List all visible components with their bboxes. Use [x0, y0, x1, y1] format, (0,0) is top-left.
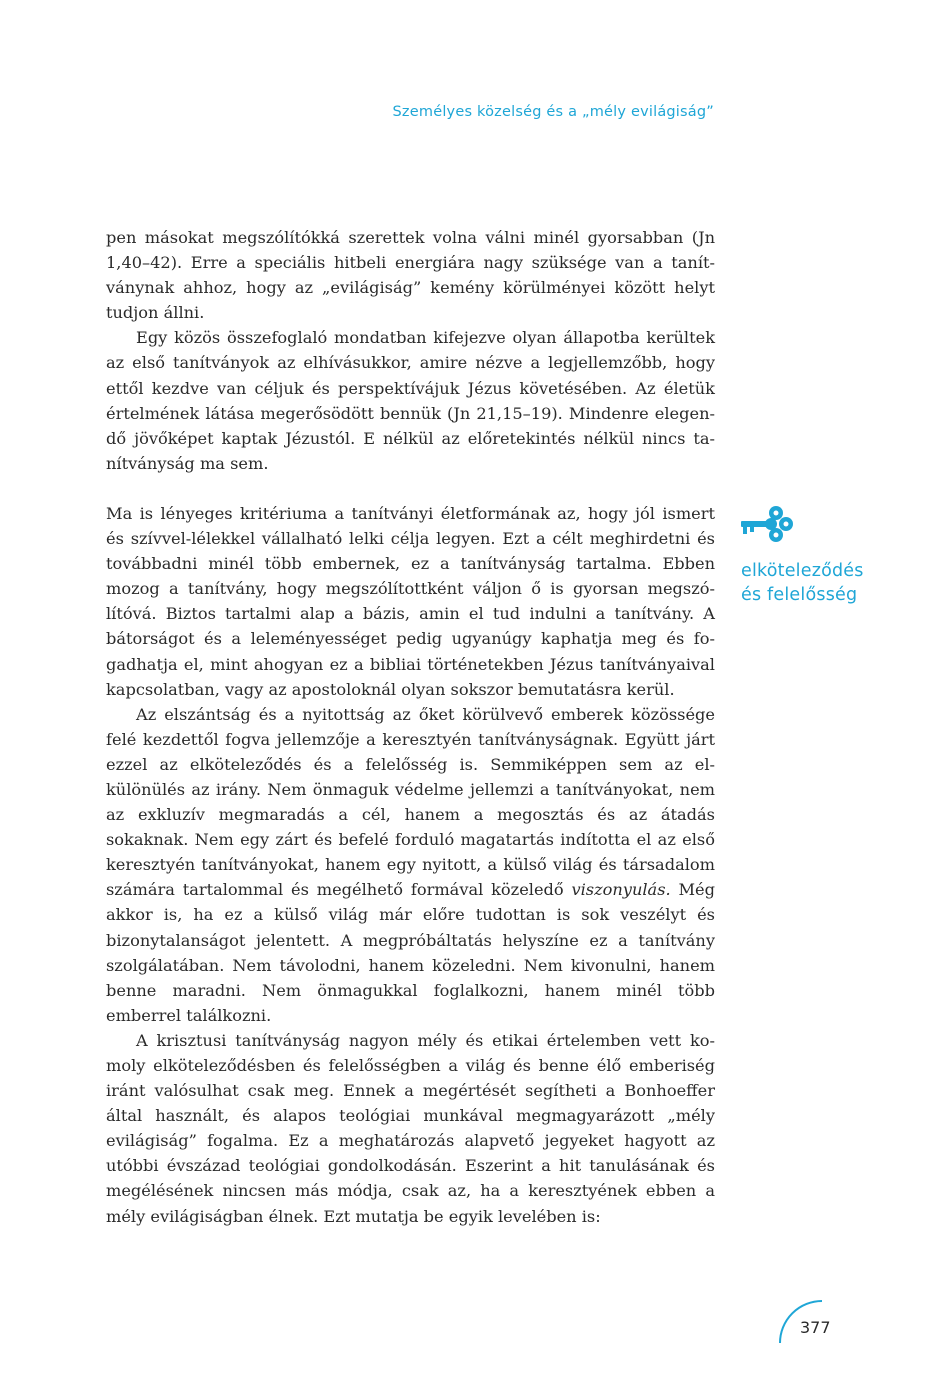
page-number: 377: [800, 1318, 831, 1337]
paragraph-4: [106, 702, 715, 1028]
paragraph-5: A krisztusi tanítványság nagyon mély és etikai értelemben vett komoly elköteleződésben és felelősségben a világ és benne élő emberiség iránt valósulhat csak meg. Ennek a megértését segítheti a Bonhoeffer által használt, és alapos teológiai munkával megmagyarázott „mély evilágiság” fogalma. Ez a meghatározás alapvető jegyeket hagyott az utóbbi évszázad teológiai gondolkodásán. Eszerint a hit tanulásának és megélésének nincsen más módja, csak az, ha a keresztyének ebben a mély evilágiságban élnek. Ezt mutatja be egyik levelében is:: [106, 1030, 715, 1226]
sidebar-label-line-1: elköteleződés: [741, 561, 864, 581]
body-text: [106, 225, 715, 1229]
paragraph-4-text-b: Még akkor is, ha ez a külső világ már előre tudottan is sok veszélyt és bizonytalanságot jelentett. A megpróbáltatás helyszíne ez a tanítvány szolgálatában. Nem távolodni, hanem közeledni. Nem kivonulni, hanem benne maradni. Nem önmagukkal foglalkozni, hanem minél több emberrel találkozni.: [106, 880, 715, 1025]
paragraph-2: Egy közös összefoglaló mondatban kifejezve olyan állapotba kerültek az első tanítványok az elhívásukkor, amire nézve a legjellemzőbb, hogy ettől kezdve van céljuk és perspektívájuk Jézus követésében. Az életük értelmének látása megerősödött bennük (Jn 21,15–19). Mindenre elegendő jövőképet kaptak Jézustól. E nélkül az előretekintés nélkül nincs tanítványság ma sem.: [106, 328, 715, 473]
key-icon: [741, 505, 795, 545]
emphasis-viszonyulas: viszonyulás.: [571, 880, 671, 900]
paragraph-4-text-a: Az elszántság és a nyitottság az őket körülvevő emberek közössége felé kezdettől fogva jellemzője a keresztyén tanítványságnak. Együtt járt ezzel az elköteleződés és a felelősség is. Semmiképpen sem az elkülönülés az irány. Nem önmaguk védelme jellemzi a tanítványokat, nem az exkluzív megmaradás a cél, hanem a megosztás és az átadás sokaknak. Nem egy zárt és befelé forduló magatartás indította el az első keresztyén tanítványokat, hanem egy nyitott, a külső világ és társadalom számára tartalommal és megélhető formával közeledő: [106, 704, 715, 900]
sidebar-label-line-2: és felelősség: [741, 585, 858, 605]
sidebar-callout: [741, 505, 911, 607]
paragraph-1: pen másokat megszólítókká szerettek volna válni minél gyorsabban (Jn 1,40–42). Erre a speciális hitbeli energiára nagy szüksége van a tanítványnak ahhoz, hogy az „evilágiság” kemény körülményei között helyt tudjon állni.: [106, 228, 715, 323]
paragraph-3: Ma is lényeges kritériuma a tanítványi életformának az, hogy jól ismert és szívvel-lélekkel vállalható lelki célja legyen. Ezt a célt meghirdetni és továbbadni minél több embernek, ez a tanítványság tartalma. Ebben mozog a tanítvány, hogy megszólítottként váljon ő is gyorsan megszólítóvá. Biztos tartalmi alap a bázis, amin el tud indulni a tanítvány. A bátorságot és a leleményességet pedig ugyanúgy kaphatja meg és fogadhatja el, mint ahogyan ez a bibliai történetekben Jézus tanítványaival kapcsolatban, vagy az apostoloknál olyan sokszor bemutatásra kerül.: [106, 503, 715, 699]
running-header: Személyes közelség és a „mély evilágiság”: [392, 104, 714, 120]
sidebar-label: [741, 559, 911, 607]
